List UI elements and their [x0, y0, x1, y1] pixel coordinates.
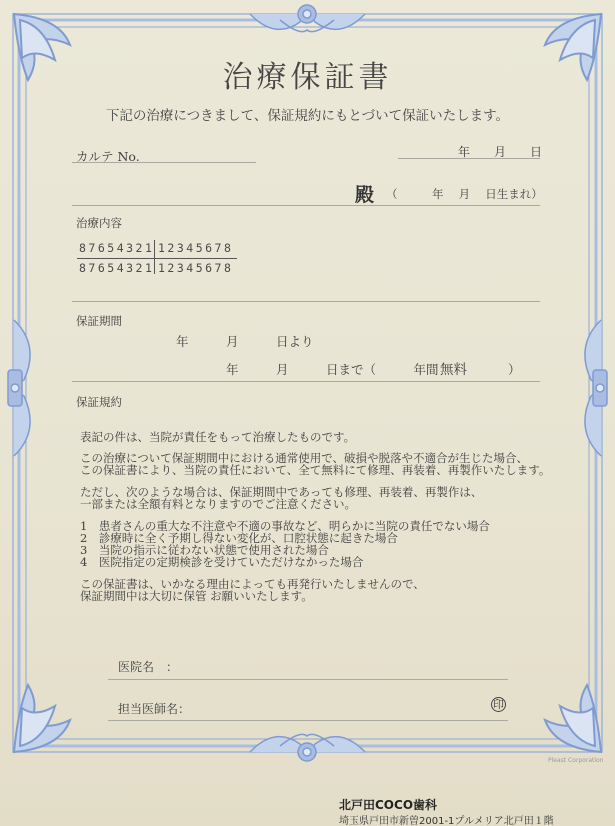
period-to: 年 月 日まで（ 年間 — [226, 362, 439, 377]
karte-no-label: カルテ No. — [76, 149, 140, 164]
tooth-chart-horizontal — [77, 258, 237, 259]
terms-label: 保証規約 — [76, 395, 122, 409]
document-title: 治療保証書 — [222, 60, 393, 95]
footer-address: 埼玉県戸田市新曽2001-1プルメリア北戸田１階 — [339, 816, 554, 826]
doctor-name-line — [108, 720, 508, 721]
terms-line: ただし、次のような場合は、保証期間中であっても修理、再装着、再製作は、 — [80, 485, 483, 499]
terms-item: 4 医院指定の定期検診を受けていただけなかった場合 — [80, 555, 364, 569]
issue-date-line — [398, 158, 540, 159]
period-label: 保証期間 — [76, 314, 122, 328]
terms-line: この治療について保証期間中における通常使用で、破損や脱落や不適合が生じた場合、 — [80, 451, 529, 465]
terms-line: 表記の件は、当院が責任をもって治療したものです。 — [80, 430, 356, 444]
clinic-name-label: 医院名 ： — [118, 660, 179, 674]
treatment-line — [72, 301, 540, 302]
terms-item: 2 診療時に全く予期し得ない変化が、口腔状態に起きた場合 — [80, 531, 398, 545]
document-subtitle: 下記の治療につきまして、保証規約にもとづいて保証いたします。 — [105, 108, 510, 124]
tooth-chart-upper-left: 87654321 — [79, 241, 155, 255]
corner-ornaments — [14, 14, 601, 752]
doctor-name-label: 担当医師名： — [118, 702, 191, 716]
dono-label: 殿 — [355, 184, 375, 206]
birthdate-label: （ 年 月 日生まれ） — [386, 187, 543, 201]
tooth-chart-lower-right: 12345678 — [158, 261, 234, 275]
period-from: 年 月 日より — [176, 334, 314, 349]
period-line — [72, 381, 540, 382]
bottom-center-ornament — [250, 734, 365, 761]
terms-line: 一部または全額有料となりますのでご注意ください。 — [80, 497, 356, 511]
tooth-chart-upper-right: 12345678 — [158, 241, 234, 255]
terms-item: 3 当院の指示に従わない状態で使用された場合 — [80, 543, 329, 557]
terms-line: この保証書は、いかなる理由によっても再発行いたしませんので、 — [80, 577, 425, 591]
patient-name-line — [72, 205, 540, 206]
terms-line: 保証期間中は大切に保管 お願いいたします。 — [80, 589, 313, 603]
period-value: 無料 — [440, 362, 467, 378]
treatment-label: 治療内容 — [76, 216, 122, 230]
issue-date-label: 年 月 日 — [458, 145, 543, 159]
left-middle-ornament — [8, 320, 30, 456]
period-close: ） — [508, 362, 521, 377]
corp-credit: Pleast Corporation — [548, 757, 604, 764]
right-middle-ornament — [585, 320, 607, 456]
terms-line: この保証書により、当院の責任において、全て無料にて修理、再装着、再製作いたします。 — [80, 463, 551, 477]
tooth-chart-lower-left: 87654321 — [79, 261, 155, 275]
seal-mark: 印 — [493, 698, 504, 711]
terms-item: 1 患者さんの重大な不注意や不適の事故など、明らかに当院の責任でない場合 — [80, 519, 490, 533]
top-center-ornament — [250, 5, 365, 32]
footer-clinic-name: 北戸田COCO歯科 — [339, 798, 438, 812]
clinic-name-line — [108, 679, 508, 680]
karte-no-line — [72, 162, 256, 163]
